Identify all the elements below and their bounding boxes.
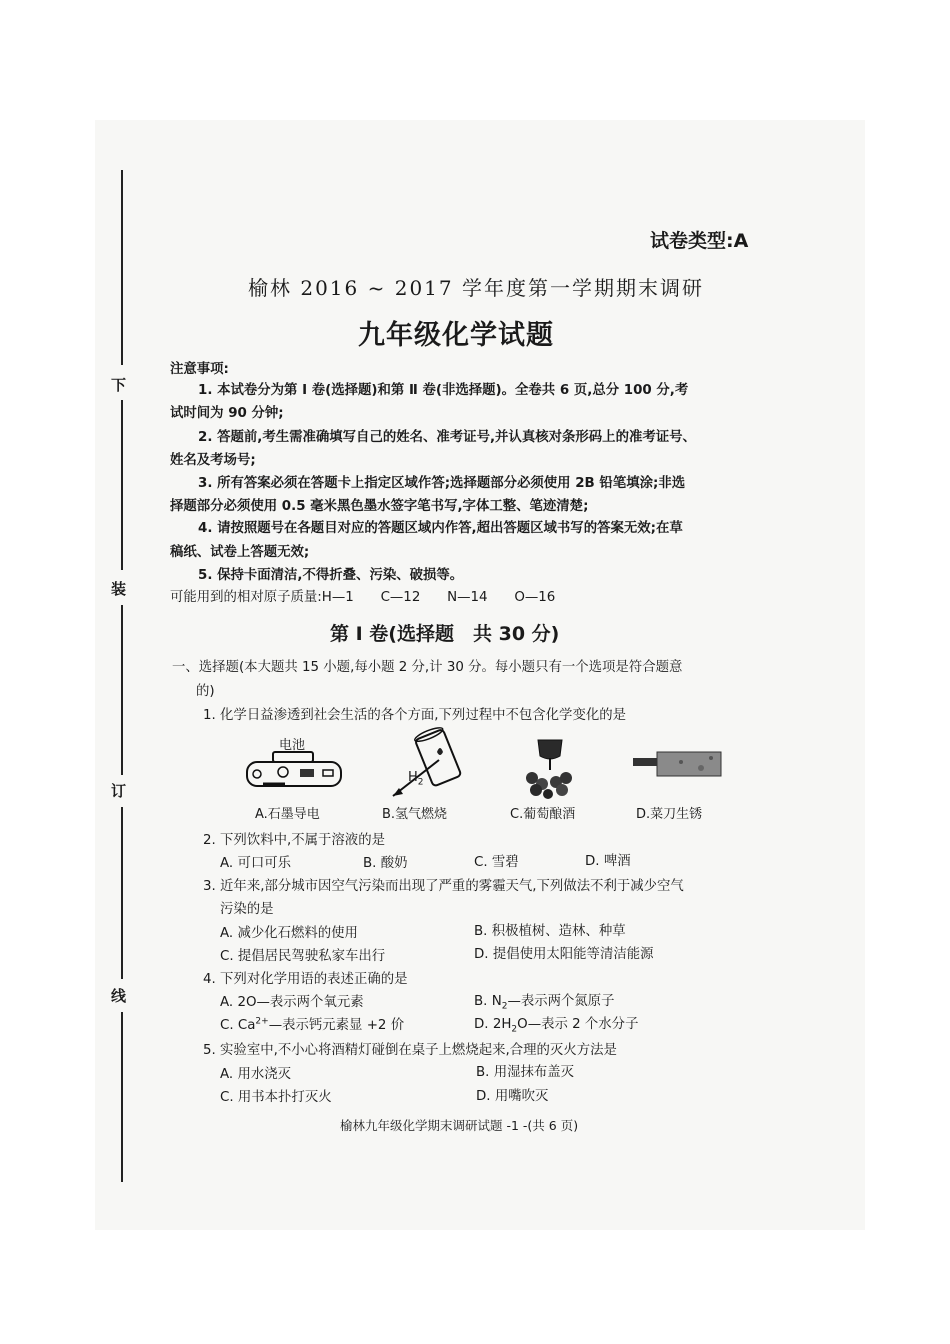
note-4-line-1: 4. 请按照题号在各题目对应的答题区域内作答,超出答题区域书写的答案无效;在草 — [198, 521, 683, 536]
q3-option-b: B. 积极植树、造林、种草 — [474, 924, 626, 939]
q4-option-d-post: O—表示 2 个水分子 — [517, 1017, 639, 1032]
grape-wine-figure — [520, 738, 580, 800]
q1-option-b: B.氢气燃烧 — [382, 807, 448, 822]
hydrogen-burning-figure — [385, 722, 480, 802]
q4-option-b-sub: 2 — [501, 1001, 508, 1012]
q1-stem: 1. 化学日益渗透到社会生活的各个方面,下列过程中不包含化学变化的是 — [203, 708, 627, 723]
q4-option-d — [474, 1013, 638, 1035]
binding-line-3 — [121, 605, 123, 775]
graphite-circuit-figure — [245, 750, 345, 800]
atomic-masses: 可能用到的相对原子质量:H—1 C—12 N—14 O—16 — [170, 590, 556, 605]
q5-option-d: D. 用嘴吹灭 — [476, 1089, 549, 1104]
exam-title: 榆林 2016 ~ 2017 学年度第一学期期末调研 — [248, 276, 704, 300]
binding-line-4 — [121, 807, 123, 979]
q3-stem: 3. 近年来,部分城市因空气污染而出现了严重的雾霾天气,下列做法不利于减少空气 — [203, 879, 684, 894]
part1-instructions-cont: 的) — [196, 684, 215, 699]
notes-heading: 注意事项: — [170, 362, 229, 377]
q2-option-a: A. 可口可乐 — [220, 856, 291, 871]
page-title: 九年级化学试题 — [358, 320, 554, 351]
h2-label-text: H — [408, 770, 418, 785]
binding-line-2 — [121, 400, 123, 570]
binding-char-zhuang: 装 — [111, 580, 127, 598]
binding-char-xia: 下 — [111, 376, 127, 394]
q4-option-d-sub: 2 — [511, 1024, 518, 1035]
rusty-knife-figure — [631, 750, 723, 780]
note-4-line-2: 稿纸、试卷上答题无效; — [170, 545, 310, 560]
q4-option-d-pre: D. 2H — [474, 1017, 512, 1032]
note-2-line-1: 2. 答题前,考生需准确填写自己的姓名、准考证号,并认真核对条形码上的准考证号、 — [198, 430, 696, 445]
q1-option-d: D.菜刀生锈 — [636, 807, 703, 822]
q1-option-c: C.葡萄酿酒 — [510, 807, 576, 822]
q4-option-c-sup: 2+ — [255, 1016, 269, 1027]
section-title: 第 Ⅰ 卷(选择题 共 30 分) — [330, 623, 560, 645]
q5-option-c: C. 用书本扑打灭火 — [220, 1090, 332, 1105]
q2-option-d: D. 啤酒 — [585, 854, 631, 869]
h2-label-sub: 2 — [417, 777, 424, 788]
q4-option-c — [220, 1014, 404, 1033]
paper-type: 试卷类型:A — [650, 230, 749, 252]
page-footer: 榆林九年级化学期末调研试题 -1 -(共 6 页) — [340, 1118, 579, 1133]
q3-option-c: C. 提倡居民驾驶私家车出行 — [220, 949, 386, 964]
h2-label — [408, 770, 424, 788]
q3-option-d: D. 提倡使用太阳能等清洁能源 — [474, 947, 654, 962]
q4-stem: 4. 下列对化学用语的表述正确的是 — [203, 972, 408, 987]
battery-label: 电池 — [279, 738, 306, 753]
q4-option-c-pre: C. Ca — [220, 1018, 256, 1033]
q4-option-b-post: —表示两个氮原子 — [507, 994, 615, 1009]
q2-option-c: C. 雪碧 — [474, 855, 519, 870]
q4-option-b — [474, 990, 615, 1012]
q5-stem: 5. 实验室中,不小心将酒精灯碰倒在桌子上燃烧起来,合理的灭火方法是 — [203, 1043, 617, 1058]
binding-line-bottom — [121, 1012, 123, 1182]
note-3-line-1: 3. 所有答案必须在答题卡上指定区域作答;选择题部分必须使用 2B 铅笔填涂;非选 — [198, 476, 686, 491]
note-1-line-2: 试时间为 90 分钟; — [170, 406, 284, 421]
note-3-line-2: 择题部分必须使用 0.5 毫米黑色墨水签字笔书写,字体工整、笔迹清楚; — [170, 499, 589, 514]
q2-stem: 2. 下列饮料中,不属于溶液的是 — [203, 833, 385, 848]
q3-option-a: A. 减少化石燃料的使用 — [220, 926, 358, 941]
note-2-line-2: 姓名及考场号; — [170, 453, 256, 468]
q4-option-c-post: —表示钙元素显 +2 价 — [268, 1018, 405, 1033]
q1-option-a: A.石墨导电 — [255, 807, 320, 822]
note-5: 5. 保持卡面清洁,不得折叠、污染、破损等。 — [198, 568, 464, 583]
note-1-line-1: 1. 本试卷分为第 Ⅰ 卷(选择题)和第 Ⅱ 卷(非选择题)。全卷共 6 页,总分 100 分,考 — [198, 383, 689, 398]
part1-instructions: 一、选择题(本大题共 15 小题,每小题 2 分,计 30 分。每小题只有一个选项是符合题意 — [172, 660, 683, 675]
q2-option-b: B. 酸奶 — [363, 856, 408, 871]
q4-option-b-pre: B. N — [474, 994, 502, 1009]
q4-option-a: A. 2O—表示两个氧元素 — [220, 995, 364, 1010]
q5-option-b: B. 用湿抹布盖灭 — [476, 1065, 575, 1080]
binding-line-top — [121, 170, 123, 365]
q5-option-a: A. 用水浇灭 — [220, 1067, 291, 1082]
q3-stem-cont: 污染的是 — [220, 902, 274, 917]
binding-char-xian: 线 — [111, 987, 127, 1005]
binding-char-ding: 订 — [111, 782, 127, 800]
